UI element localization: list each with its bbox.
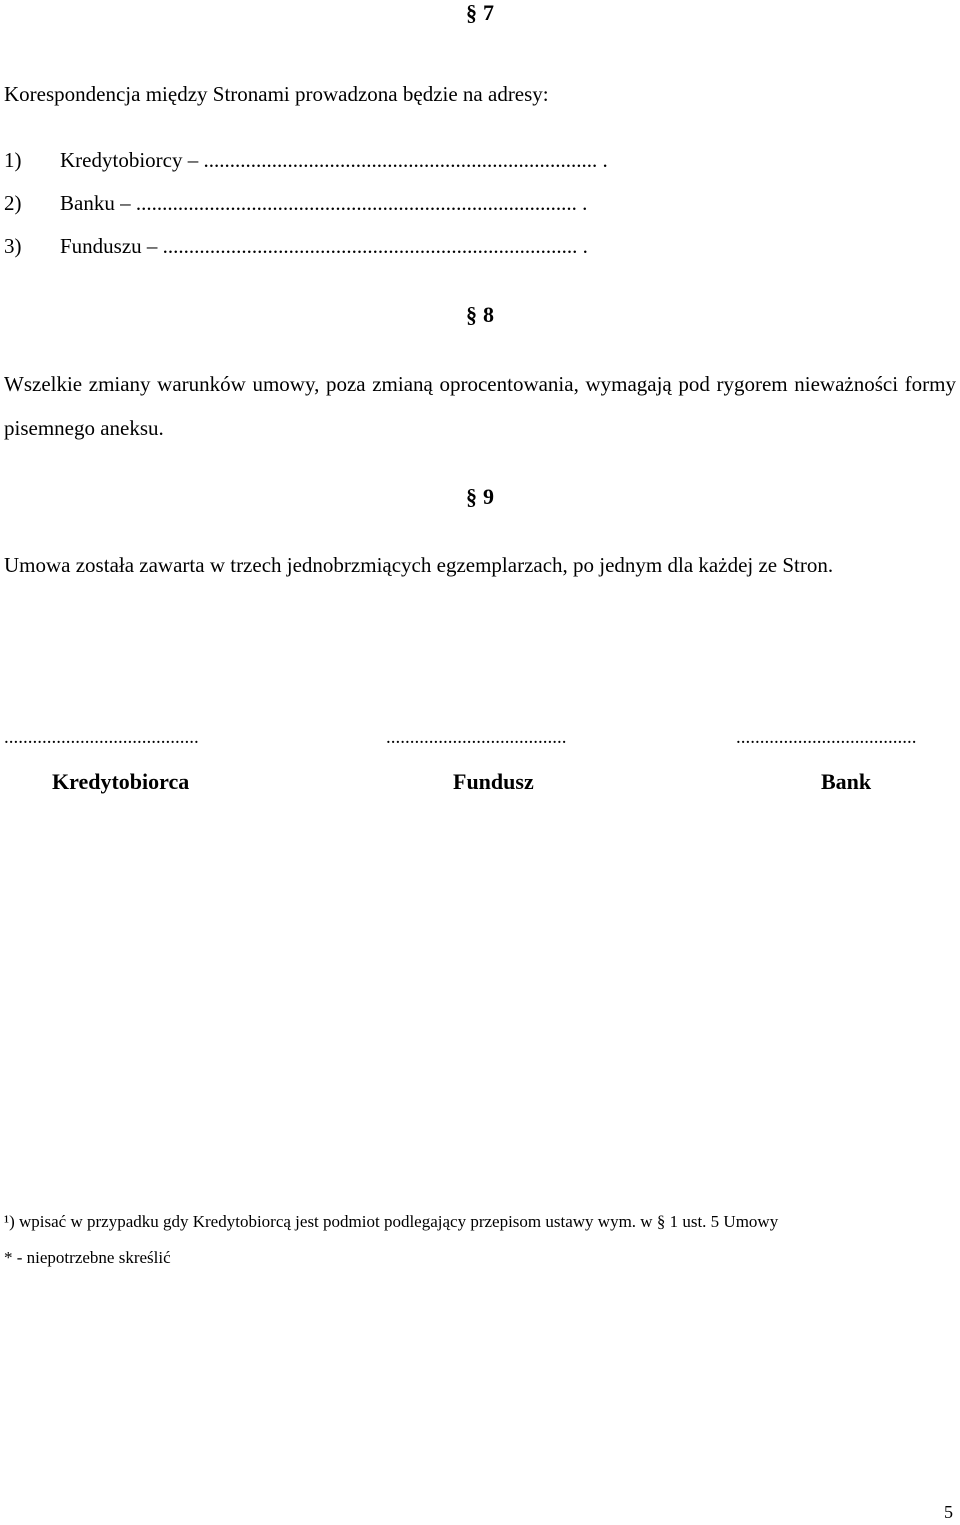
list-text: Banku – .................................................................................... . — [60, 191, 588, 215]
paragraph-8: Wszelkie zmiany warunków umowy, poza zmianą oprocentowania, wymagają pod rygorem nieważności formy pisemnego aneksu. — [4, 372, 956, 440]
list-text: Funduszu – ............................................................................... . — [60, 234, 588, 258]
signature-label-kredytobiorca: Kredytobiorca — [52, 769, 190, 794]
signature-label-fundusz: Fundusz — [453, 769, 534, 794]
signature-label-bank: Bank — [821, 769, 872, 794]
list-item — [4, 148, 608, 173]
section-7-heading — [0, 0, 960, 26]
list-item — [4, 191, 587, 216]
list-text: Kredytobiorcy – ........................................................................... . — [60, 148, 608, 172]
footnote-1: ¹) wpisać w przypadku gdy Kredytobiorcą jest podmiot podlegający przepisom ustawy wym. w § 1 ust. 5 Umowy — [4, 1212, 779, 1231]
section-number: 9 — [483, 484, 494, 509]
page-number: 5 — [944, 1502, 953, 1522]
section-number: 7 — [483, 0, 494, 25]
footnote-2: * - niepotrzebne skreślić — [4, 1248, 171, 1267]
paragraph-9: Umowa została zawarta w trzech jednobrzmiących egzemplarzach, po jednym dla każdej ze Stron. — [4, 553, 834, 577]
list-number: 3) — [4, 234, 22, 258]
section-symbol: § — [466, 484, 477, 509]
list-number: 1) — [4, 148, 22, 172]
correspondence-intro: Korespondencja między Stronami prowadzona będzie na adresy: — [4, 82, 549, 106]
list-item — [4, 234, 588, 259]
section-symbol: § — [466, 302, 477, 327]
section-number: 8 — [483, 302, 494, 327]
signature-line-bank: ...................................... — [736, 727, 917, 748]
signature-line-kredytobiorca: ......................................... — [4, 727, 199, 748]
section-9-heading — [0, 484, 960, 510]
signature-line-fundusz: ...................................... — [386, 727, 567, 748]
list-number: 2) — [4, 191, 22, 215]
section-8-heading — [0, 302, 960, 328]
section-symbol: § — [466, 0, 477, 25]
